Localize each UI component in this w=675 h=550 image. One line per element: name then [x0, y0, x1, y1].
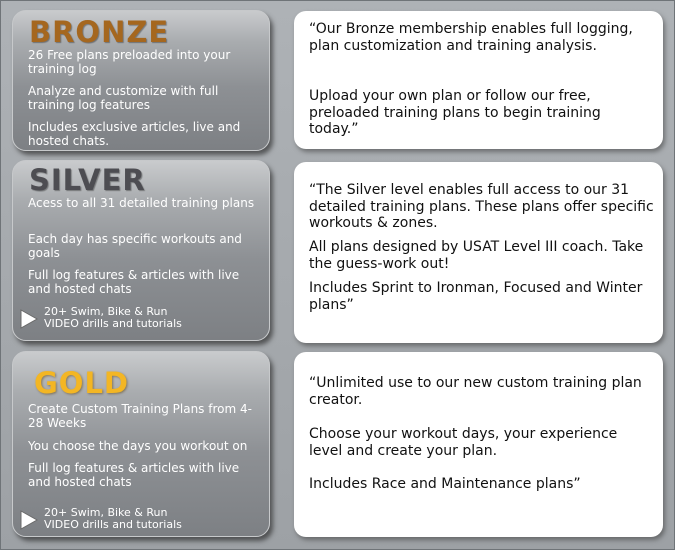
gold-feature-3: Full log features & articles with live and hosted chats: [28, 461, 240, 489]
silver-video-text: [44, 306, 182, 330]
silver-feature-3: Full log features & articles with live and hosted chats: [28, 268, 240, 296]
bronze-title: BRONZE: [29, 15, 170, 49]
gold-description-para-3: Includes Race and Maintenance plans”: [309, 476, 581, 492]
silver-video-line-2: VIDEO drills and tutorials: [44, 317, 182, 330]
bronze-description-para-2: Upload your own plan or follow our free, preloaded training plans to begin training today.”: [309, 88, 601, 137]
bronze-tier-panel[interactable]: [12, 10, 270, 151]
play-triangle-icon: [20, 309, 38, 329]
play-triangle-icon: [20, 510, 38, 530]
gold-description-para-1: “Unlimited use to our new custom training plan creator.: [309, 375, 642, 408]
bronze-feature-1: 26 Free plans preloaded into your training log: [28, 48, 231, 76]
silver-video-line-1: 20+ Swim, Bike & Run: [44, 305, 168, 318]
bronze-description-box: [294, 11, 663, 149]
silver-description-para-3: Includes Sprint to Ironman, Focused and Winter plans”: [309, 280, 643, 313]
silver-tier-panel[interactable]: [12, 160, 270, 341]
gold-video-line-2: VIDEO drills and tutorials: [44, 518, 182, 531]
gold-video-text: [44, 507, 182, 531]
silver-description-para-2: All plans designed by USAT Level III coach. Take the guess-work out!: [309, 239, 644, 272]
gold-tier-panel[interactable]: [12, 351, 270, 537]
gold-description-para-2: Choose your workout days, your experience level and create your plan.: [309, 426, 618, 459]
silver-feature-2: Each day has specific workouts and goals: [28, 232, 242, 260]
gold-title: GOLD: [34, 366, 130, 400]
bronze-description-para-1: “Our Bronze membership enables full logging, plan customization and training analysis.: [309, 21, 633, 54]
gold-feature-2: You choose the days you workout on: [28, 439, 248, 453]
bronze-feature-2: Analyze and customize with full training log features: [28, 84, 219, 112]
silver-video-link[interactable]: [19, 303, 265, 337]
gold-video-link[interactable]: [19, 504, 265, 537]
gold-feature-1: Create Custom Training Plans from 4-28 Weeks: [28, 402, 252, 430]
gold-video-line-1: 20+ Swim, Bike & Run: [44, 506, 168, 519]
bronze-feature-3: Includes exclusive articles, live and hosted chats.: [28, 120, 241, 148]
silver-description-box: [294, 162, 663, 343]
silver-feature-1: Acess to all 31 detailed training plans: [28, 196, 255, 210]
silver-title: SILVER: [29, 163, 146, 197]
silver-description-para-1: “The Silver level enables full access to our 31 detailed training plans. These plans offer specific workouts & zones.: [309, 182, 654, 231]
gold-description-box: [294, 352, 663, 537]
